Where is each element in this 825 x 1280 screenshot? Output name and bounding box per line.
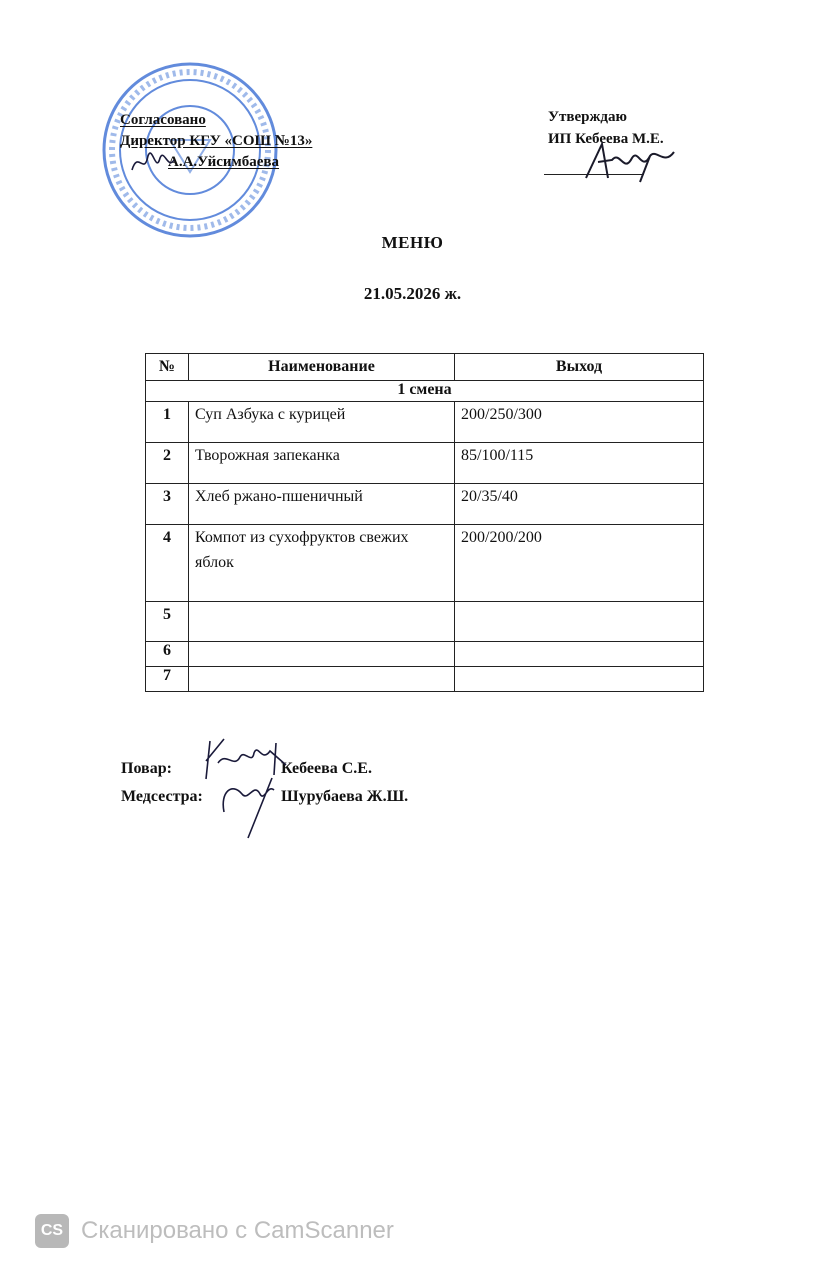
row-number: 6 [146, 642, 189, 667]
nurse-signature [218, 772, 288, 842]
camscanner-text: Сканировано с CamScanner [81, 1217, 394, 1244]
row-number: 4 [146, 525, 189, 602]
row-output: 85/100/115 [455, 443, 704, 484]
row-name [189, 667, 455, 692]
table-row [146, 402, 704, 443]
table-row [146, 525, 704, 602]
nurse-role: Медсестра: [121, 788, 203, 805]
row-name: Суп Азбука с курицей [189, 402, 455, 443]
table-row [146, 602, 704, 642]
row-output: 20/35/40 [455, 484, 704, 525]
row-name [189, 602, 455, 642]
row-number: 5 [146, 602, 189, 642]
shift-row [146, 381, 704, 402]
approval-right-line2: ИП Кебеева М.Е. [548, 131, 664, 147]
row-number: 7 [146, 667, 189, 692]
row-output: 200/250/300 [455, 402, 704, 443]
shift-label: 1 смена [146, 381, 704, 402]
approval-left-line3: А.А.Уйсимбаева [168, 154, 280, 170]
cook-name: Кебеева С.Е. [281, 760, 372, 777]
row-number: 2 [146, 443, 189, 484]
camscanner-logo: CS [35, 1214, 69, 1248]
table-row [146, 642, 704, 667]
table-row [146, 484, 704, 525]
approval-right-line1: Утверждаю [548, 109, 627, 125]
header-output: Выход [455, 354, 704, 381]
row-name: Компот из сухофруктов свежих яблок [189, 525, 455, 602]
table-header-row [146, 354, 704, 381]
table-row [146, 667, 704, 692]
row-name [189, 642, 455, 667]
approval-left-line1: Согласовано [120, 112, 206, 128]
row-output: 200/200/200 [455, 525, 704, 602]
cook-role: Повар: [121, 760, 172, 777]
menu-table [145, 353, 704, 692]
director-signature [128, 140, 178, 180]
approval-left-line2: Директор КГУ «СОШ №13» [120, 133, 313, 149]
header-name: Наименование [189, 354, 455, 381]
row-number: 1 [146, 402, 189, 443]
document-title: МЕНЮ [381, 233, 444, 252]
header-number: № [146, 354, 189, 381]
nurse-name: Шурубаева Ж.Ш. [281, 788, 409, 805]
row-output [455, 667, 704, 692]
row-output [455, 642, 704, 667]
document-date: 21.05.2026 ж. [363, 284, 462, 303]
table-row [146, 443, 704, 484]
row-name: Творожная запеканка [189, 443, 455, 484]
row-number: 3 [146, 484, 189, 525]
camscanner-footer [35, 1214, 394, 1248]
row-output [455, 602, 704, 642]
approver-signature [580, 138, 680, 186]
row-name: Хлеб ржано-пшеничный [189, 484, 455, 525]
